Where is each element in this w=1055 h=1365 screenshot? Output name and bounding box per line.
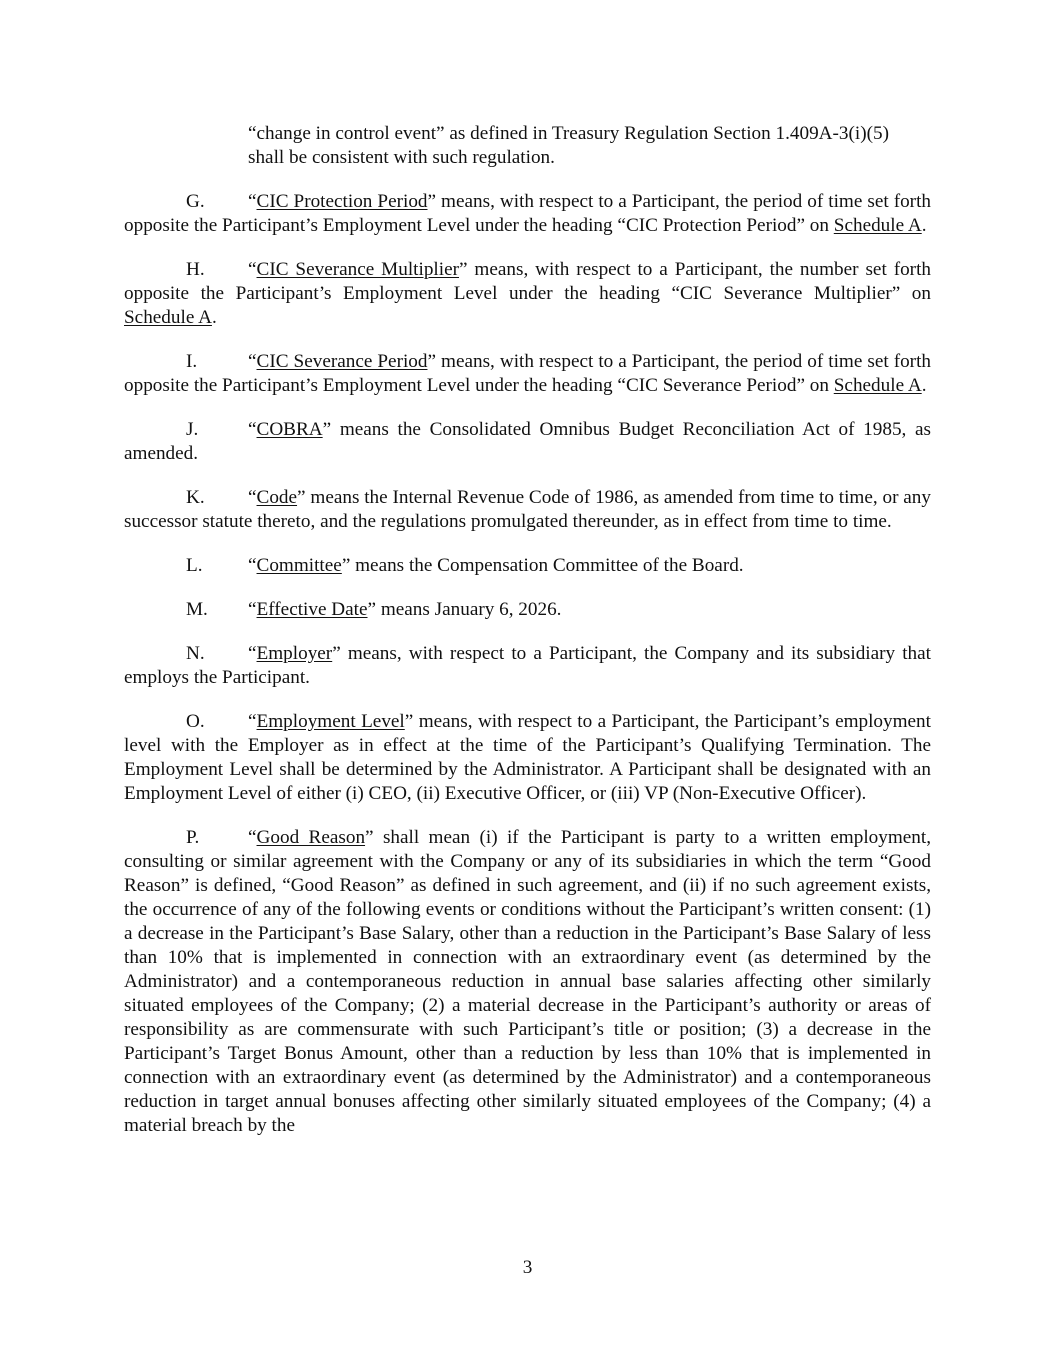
definition-p [124,826,931,1138]
definition-text: ” means, with respect to a Participant, the period of time set forth opposite the Participant’s Employment Level under the heading “CIC Protection Period” on [124,191,931,236]
definition-text: ” means the Consolidated Omnibus Budget Reconciliation Act of 1985, as amended. [124,419,931,464]
schedule-reference: Schedule A [124,307,212,328]
defined-term: Code [256,487,298,508]
definition-label: J. [186,419,199,440]
open-quote: “ [248,643,257,664]
definition-text: ” means, with respect to a Participant, the Participant’s employment level with the Employer as in effect at the time of the Participant’s Qualifying Termination. The Employment Level shall be determined by the Administrator. A Participant shall be designated with an Employment Level of either (i) CEO, (ii) Executive Officer, or (iii) VP (Non-Executive Officer). [124,711,931,804]
definition-label: P. [186,827,200,848]
definition-n [124,642,931,690]
open-quote: “ [248,711,257,732]
definition-text: ” means the Internal Revenue Code of 1986, as amended from time to time, or any successor statute thereto, and the regulations promulgated thereunder, as in effect from time to time. [124,487,931,532]
definition-g [124,190,931,238]
defined-term: CIC Severance Multiplier [256,259,459,280]
open-quote: “ [248,599,257,620]
definition-label: O. [186,711,205,732]
open-quote: “ [248,555,257,576]
definition-label: M. [186,599,208,620]
defined-term: Good Reason [256,827,366,848]
open-quote: “ [248,827,257,848]
definition-i [124,350,931,398]
defined-term: Committee [256,555,342,576]
schedule-reference: Schedule A [833,215,922,236]
defined-term: CIC Severance Period [256,351,428,372]
defined-term: CIC Protection Period [256,191,428,212]
open-quote: “ [248,259,257,280]
defined-term: Effective Date [256,599,368,620]
schedule-reference: Schedule A [833,375,922,396]
definition-end: . [211,307,217,328]
definition-o [124,710,931,806]
definition-end: . [921,215,927,236]
definition-k [124,486,931,534]
continued-paragraph [248,122,931,170]
definition-label: H. [186,259,205,280]
document-page [124,122,931,1158]
definition-label: L. [186,555,203,576]
definition-text: ” means the Compensation Committee of the Board. [341,555,744,576]
defined-term: Employment Level [256,711,405,732]
definition-text: ” means, with respect to a Participant, the Company and its subsidiary that employs the Participant. [124,643,931,688]
open-quote: “ [248,419,257,440]
continued-line-1: “change in control event” as defined in Treasury Regulation Section 1.409A-3(i)(5) [248,123,890,144]
definition-text: ” means, with respect to a Participant, the number set forth opposite the Participant’s Employment Level under the heading “CIC Severance Multiplier” on [124,259,931,304]
open-quote: “ [248,487,257,508]
open-quote: “ [248,191,257,212]
continued-line-2: shall be consistent with such regulation. [248,147,555,168]
definition-label: N. [186,643,205,664]
defined-term: Employer [256,643,333,664]
definition-label: G. [186,191,205,212]
definition-label: K. [186,487,205,508]
defined-term: COBRA [256,419,323,440]
definition-label: I. [186,351,198,372]
definition-h [124,258,931,330]
definition-l [124,554,931,578]
page-number: 3 [522,1257,533,1278]
definition-text: ” means January 6, 2026. [367,599,562,620]
definition-end: . [921,375,927,396]
definition-text: ” shall mean (i) if the Participant is party to a written employment, consulting or similar agreement with the Company or any of its subsidiaries in which the term “Good Reason” is defined, “Good Reason” as defined in such agreement, and (ii) if no such agreement exists, the occurrence of any of the following events or conditions without the Participant’s written consent: (1) a decrease in the Participant’s Base Salary, other than a reduction in the Participant’s Base Salary of less than 10% that is implemented in connection with an extraordinary event (as determined by the Administrator) and a contemporaneous reduction in annual base salaries affecting other similarly situated employees of the Company; (2) a material decrease in the Participant’s authority or areas of responsibility as are commensurate with such Participant’s title or position; (3) a decrease in the Participant’s Target Bonus Amount, other than a reduction by less than 10% that is implemented in connection with an extraordinary event (as determined by the Administrator) and a contemporaneous reduction in target annual bonuses affecting other similarly situated employees of the Company; (4) a material breach by the [124,827,932,1136]
open-quote: “ [248,351,257,372]
definition-m [124,598,931,622]
definition-text: ” means, with respect to a Participant, the period of time set forth opposite the Participant’s Employment Level under the heading “CIC Severance Period” on [124,351,931,396]
definition-j [124,418,931,466]
